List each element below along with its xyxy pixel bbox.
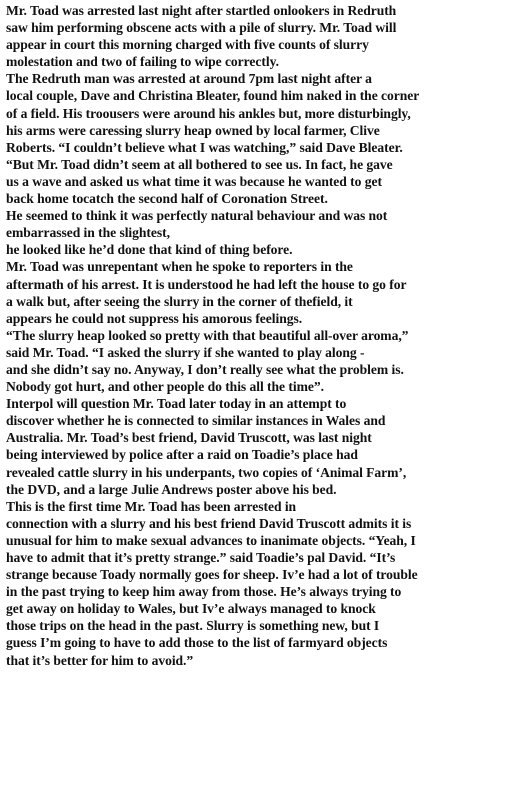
article-line: get away on holiday to Wales, but Iv’e always managed to knock [6,601,376,617]
article-line: “The slurry heap looked so pretty with that beautiful all-over aroma,” [6,327,409,343]
article-line: Mr. Toad was unrepentant when he spoke to reporters in the [6,259,353,275]
article-line: guess I’m going to have to add those to the list of farmyard objects [6,635,388,651]
article-line: The Redruth man was arrested at around 7pm last night after a [6,71,372,87]
article-line: have to admit that it’s pretty strange.” said Toadie’s pal David. “It’s [6,550,396,565]
article-line: those trips on the head in the past. Slurry is something new, but I [6,618,380,634]
article-line: He seemed to think it was perfectly natural behaviour and was not [6,208,388,224]
article-line: he looked like he’d done that kind of thing before. [6,242,293,258]
article-line: “But Mr. Toad didn’t seem at all bothered to see us. In fact, he gave [6,156,393,172]
article-line: strange because Toady normally goes for sheep. Iv’e had a lot of trouble [6,567,418,583]
article-line: embarrassed in the slightest, [6,225,170,241]
article-line: back home tocatch the second half of Coronation Street. [6,191,328,207]
article-line: his arms were caressing slurry heap owned by local farmer, Clive [6,122,380,138]
article-line: in the past trying to keep him away from those. He’s always trying to [6,584,402,600]
article-line: and she didn’t say no. Anyway, I don’t really see what the problem is. [6,361,404,377]
article-line: Australia. Mr. Toad’s best friend, David Truscott, was last night [6,430,372,446]
article-line: This is the first time Mr. Toad has been arrested in [6,498,297,514]
article-line: saw him performing obscene acts with a pile of slurry. Mr. Toad will [6,20,397,36]
article-line: local couple, Dave and Christina Bleater, found him naked in the corner [6,88,420,104]
article-line: revealed cattle slurry in his underpants, two copies of ‘Animal Farm’, [6,464,407,480]
article-line: appear in court this morning charged with five counts of slurry [6,37,369,53]
news-article [6,2,504,669]
article-line: Mr. Toad was arrested last night after startled onlookers in Redruth [6,3,397,18]
article-line: of a field. His troousers were around his ankles but, more disturbingly, [6,105,411,121]
article-line: Interpol will question Mr. Toad later today in an attempt to [6,396,347,412]
article-line: connection with a slurry and his best friend David Truscott admits it is [6,515,412,531]
article-line: aftermath of his arrest. It is understood he had left the house to go for [6,276,407,292]
article-line: being interviewed by police after a raid on Toadie’s place had [6,447,358,463]
article-line: a walk but, after seeing the slurry in the corner of thefield, it [6,293,353,309]
article-line: unusual for him to make sexual advances to inanimate objects. “Yeah, I [6,532,416,548]
article-line: appears he could not suppress his amorous feelings. [6,310,303,326]
article-line: Roberts. “I couldn’t believe what I was watching,” said Dave Bleater. [6,139,403,155]
article-line: the DVD, and a large Julie Andrews poster above his bed. [6,481,337,497]
article-line: molestation and two of failing to wipe correctly. [6,54,279,70]
article-line: that it’s better for him to avoid.” [6,652,194,668]
article-line: said Mr. Toad. “I asked the slurry if she wanted to play along - [6,344,365,360]
article-line: discover whether he is connected to similar instances in Wales and [6,413,386,429]
article-line: us a wave and asked us what time it was because he wanted to get [6,173,382,189]
article-line: Nobody got hurt, and other people do this all the time”. [6,379,324,395]
